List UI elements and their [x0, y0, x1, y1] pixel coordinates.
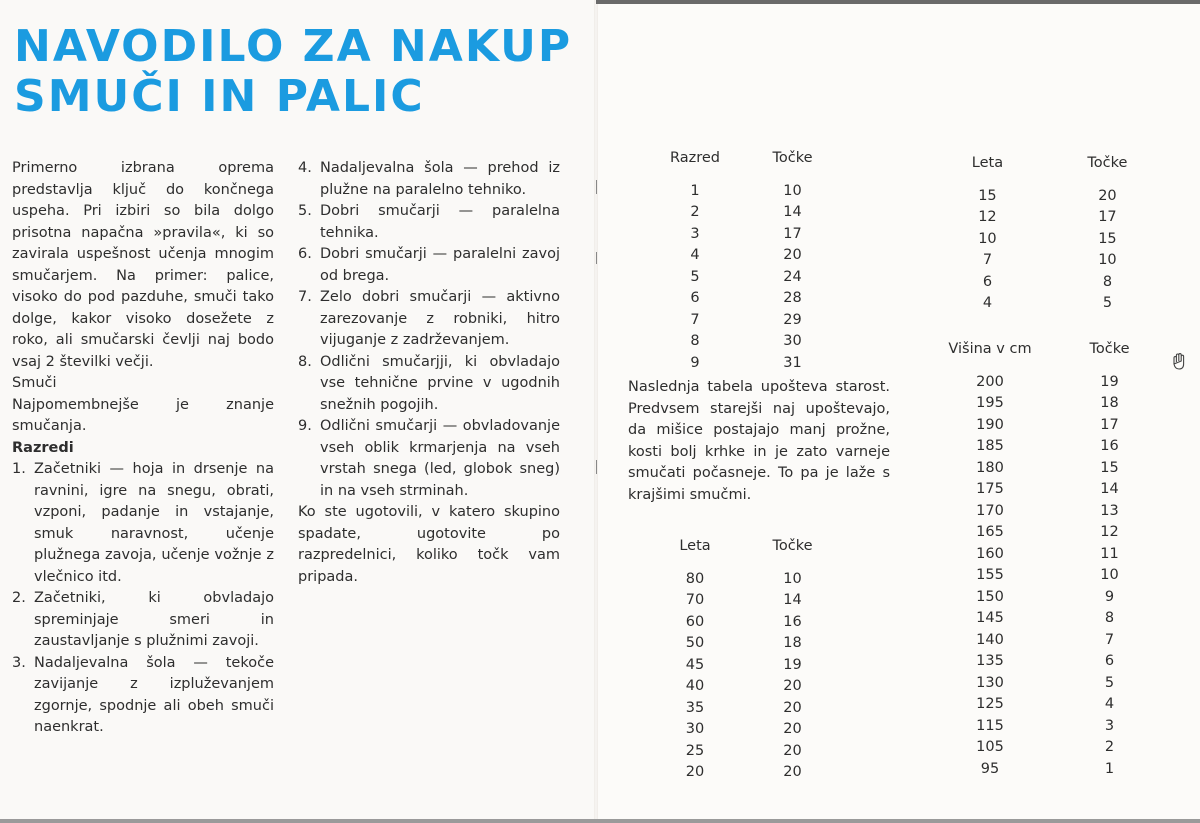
- table-header: Točke: [1089, 341, 1130, 357]
- table-row: 10 15: [978, 230, 1117, 247]
- list-item: 5. Dobri smučarji — paralelna tehnika.: [298, 203, 560, 241]
- bottom-edge: [0, 819, 1200, 823]
- table-row: 30 20: [685, 721, 802, 738]
- table-row: 8 30: [690, 333, 802, 350]
- table-row: 105 2: [976, 739, 1115, 756]
- table-row: 7 29: [690, 311, 802, 328]
- razredi-heading: Razredi: [12, 439, 74, 456]
- table-row: 135 6: [976, 653, 1115, 670]
- list-item: 6. Dobri smučarji — paralelni zavoj od brega.: [298, 246, 560, 284]
- table-row: 155 10: [976, 567, 1119, 584]
- list-item: 9. Odlični smučarji — obvladovanje vseh oblik krmarjenja na vseh vrstah snega (led, globok sneg) in na vseh strminah.: [298, 418, 560, 499]
- table-row: 70 14: [685, 592, 802, 609]
- table-row: 3 17: [690, 225, 802, 242]
- table-row: 15 20: [978, 187, 1117, 204]
- table-header: Točke: [772, 150, 813, 166]
- table-row: 9 31: [690, 354, 802, 371]
- table-row: 200 19: [976, 373, 1119, 390]
- table-header: Višina v cm: [948, 341, 1032, 357]
- top-edge: [596, 0, 1200, 4]
- list-item: 2. Začetniki, ki obvladajo spreminjaje smeri in zaustavljanje s plužnimi zavoji.: [12, 590, 274, 649]
- page-title: [14, 22, 572, 122]
- table-row: 25 20: [685, 742, 802, 759]
- list-item: 8. Odlični smučarjji, ki obvladajo vse tehnične prvine v ugodnih snežnih pogojih.: [298, 353, 560, 413]
- column-3: [628, 377, 890, 506]
- table-row: 195 18: [976, 395, 1119, 412]
- table-row: 95 1: [980, 760, 1115, 777]
- table-row: 4 20: [690, 247, 802, 264]
- table-row: 125 4: [976, 696, 1115, 713]
- table-row: 190 17: [976, 416, 1119, 433]
- column-2: [298, 158, 560, 588]
- table-row: 180 15: [976, 459, 1119, 476]
- list-item: 1. Začetniki — hoja in drsenje na ravnini, igre na snegu, obrati, vzponi, padanje in vstajanje, smuk naravnost, učenje plužnega zavoja, učenje vožnje z vlečnico itd.: [12, 461, 274, 585]
- table-row: 12 17: [978, 209, 1117, 226]
- table-row: 145 8: [976, 610, 1115, 627]
- margin-mark: [596, 252, 597, 264]
- table-row: 175 14: [976, 481, 1119, 498]
- age-note: Naslednja tabela upošteva starost. Predvsem starejši naj upoštevajo, da mišice postajajo manj prožne, kosti bolj krhke in je zato varneje smučati počasneje. To pa je laže s krajšimi smučmi.: [628, 379, 890, 503]
- table-row: 20 20: [685, 764, 802, 781]
- hand-icon: [1170, 352, 1190, 372]
- table-row: 60 16: [685, 613, 802, 630]
- table-row: 165 12: [976, 524, 1119, 541]
- table-header: Leta: [679, 538, 711, 554]
- title-line-2: SMUČI IN PALIC: [14, 71, 425, 122]
- table-visina: [940, 341, 1179, 780]
- table-row: 185 16: [976, 438, 1119, 455]
- table-row: 6 28: [690, 290, 802, 307]
- table-leta: [660, 538, 855, 783]
- smuci-text: Najpomembnejše je znanje smučanja.: [12, 396, 274, 434]
- table-row: 140 7: [976, 631, 1115, 648]
- margin-mark: [596, 180, 597, 194]
- title-line-1: NAVODILO ZA NAKUP: [14, 21, 573, 72]
- list-item: 7. Zelo dobri smučarji — aktivno zarezovanje z robniki, hitro vijuganje z zadrževanjem.: [298, 289, 560, 348]
- table-row: 45 19: [685, 656, 802, 673]
- table-row: 160 11: [976, 545, 1119, 562]
- table-row: 80 10: [685, 570, 802, 587]
- list-item: 4. Nadaljevalna šola — prehod iz plužne na paralelno tehniko.: [298, 160, 560, 198]
- table-row: 130 5: [976, 674, 1115, 691]
- list-item: 3. Nadaljevalna šola — tekoče zavijanje z izpluževanjem zgornje, spodnje ali obeh smuči naenkrat.: [12, 654, 274, 735]
- smuci-label: Smuči: [12, 375, 57, 391]
- table-razred: [660, 150, 855, 374]
- page-gutter: [594, 0, 598, 823]
- table-row: 150 9: [976, 588, 1115, 605]
- closing-paragraph: Ko ste ugotovili, v katero skupino spadate, ugotovite po razpredelnici, koliko točk vam pripada.: [298, 504, 560, 585]
- table-leta-young: [960, 155, 1200, 314]
- table-row: 40 20: [685, 678, 802, 695]
- table-header: Leta: [971, 155, 1004, 171]
- column-1: [12, 158, 274, 739]
- table-row: 7 10: [982, 252, 1117, 269]
- margin-mark: [596, 460, 597, 474]
- table-row: 50 18: [685, 635, 802, 652]
- razredi-list-part-2: [298, 158, 560, 502]
- table-row: 4 5: [982, 295, 1113, 312]
- table-row: 2 14: [690, 204, 802, 221]
- table-header: Točke: [772, 538, 813, 554]
- table-header: Točke: [1087, 155, 1128, 171]
- table-row: 5 24: [690, 268, 802, 285]
- table-header: Razred: [669, 150, 721, 166]
- table-row: 115 3: [976, 717, 1115, 734]
- table-row: 6 8: [982, 273, 1113, 290]
- intro-paragraph: Primerno izbrana oprema predstavlja ključ do končnega uspeha. Pri izbiri so bila dolgo prisotna napačna »pravila«, ki so zavirala uspešnost učenja mnogim smučarjem. Na primer: palice, visoko do pod pazduhe, smuči tako dolge, kakor visoko dosežete z roko, ali smučarski čevlji naj bodo vsaj 2 številki večji.: [12, 160, 274, 370]
- table-row: 35 20: [685, 699, 802, 716]
- razredi-list-part-1: [12, 459, 274, 739]
- table-row: 170 13: [976, 502, 1119, 519]
- table-row: 1 10: [690, 182, 802, 199]
